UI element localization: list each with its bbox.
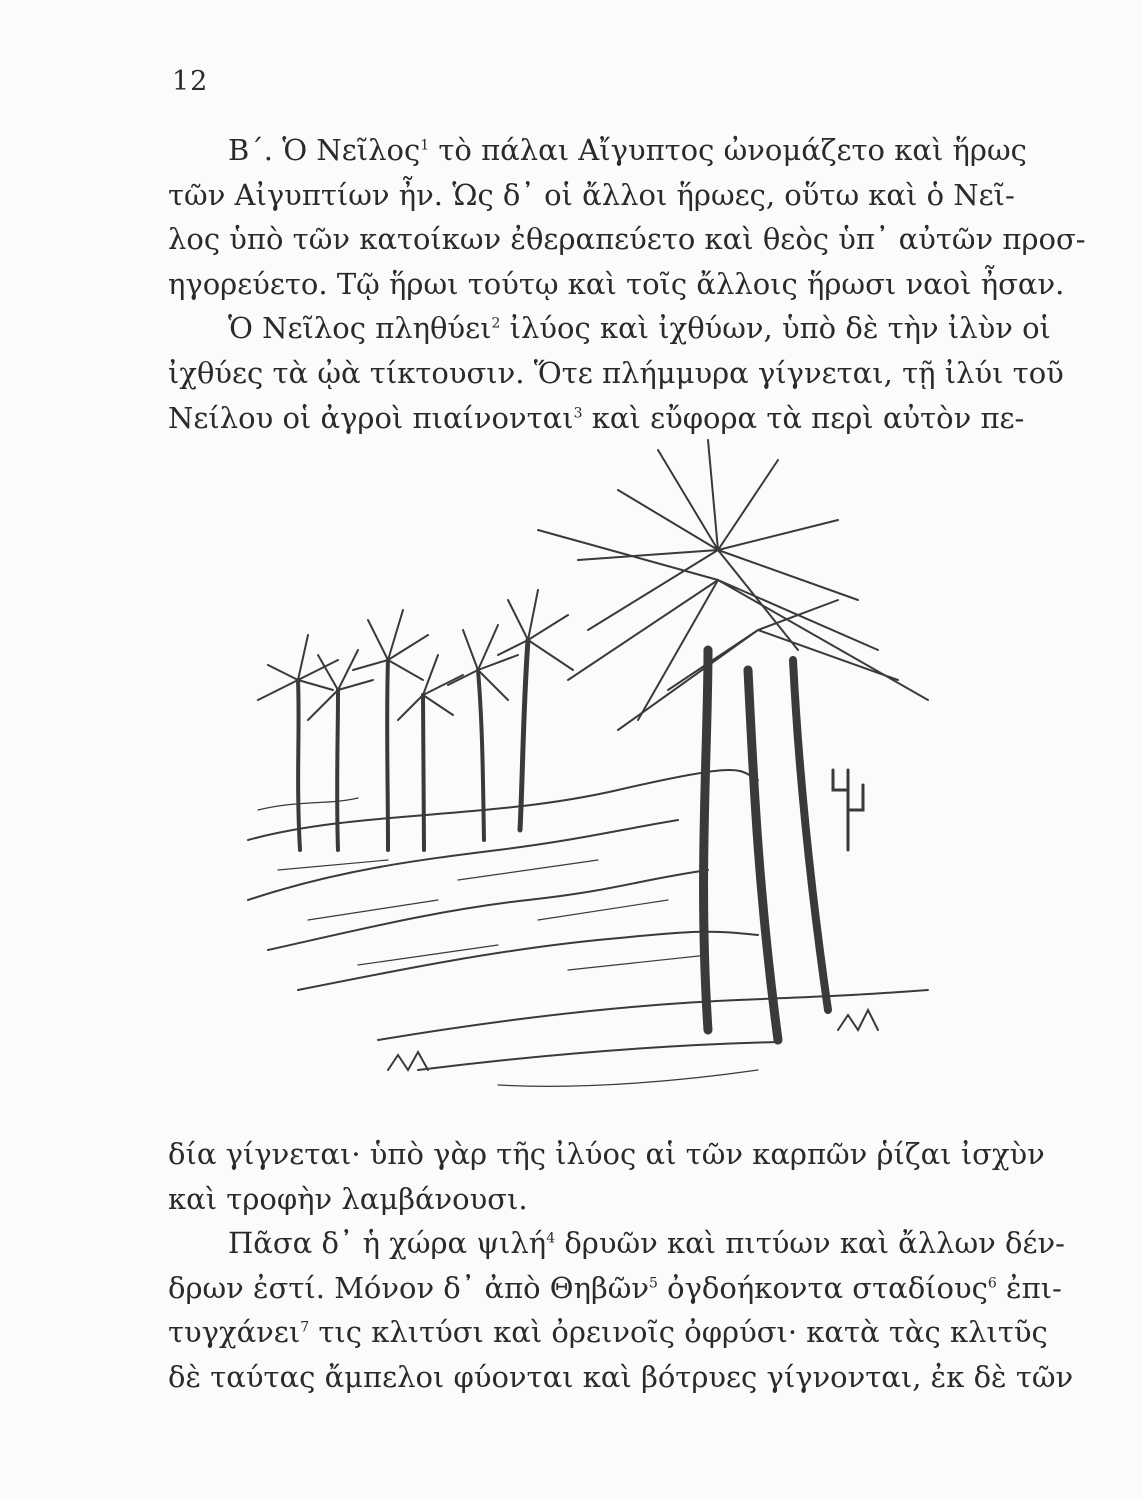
- footnote-marker[interactable]: 7: [300, 1319, 310, 1336]
- text-line: δία γίγνεται· ὑπὸ γὰρ τῆς ἰλύος αἱ τῶν καρπῶν ῥίζαι ἰσχὺν: [168, 1137, 1045, 1171]
- footnote-marker[interactable]: 1: [420, 137, 430, 154]
- footnote-marker[interactable]: 6: [987, 1275, 997, 1292]
- text-block-bottom: [168, 1132, 1074, 1400]
- page-number: 12: [172, 66, 209, 97]
- text-line: ηγορεύετο. Τῷ ἥρωι τούτῳ καὶ τοῖς ἄλλοις ἥρωσι ναοὶ ἦσαν.: [168, 266, 1065, 301]
- text-line: τῶν Αἰγυπτίων ἦν. Ὡς δ᾽ οἱ ἄλλοι ἥρωες, οὕτω καὶ ὁ Νεῖ-: [168, 177, 1015, 212]
- footnote-marker[interactable]: 5: [649, 1275, 658, 1292]
- text-line: Β΄. Ὁ Νεῖλος$^1$ τὸ πάλαι Αἴγυπτος ὠνομάζετο καὶ ἥρως: [228, 133, 1027, 167]
- section-label: Β΄.: [228, 133, 274, 167]
- text-line: Νείλου οἱ ἀγροὶ πιαίνονται$^3$ καὶ εὔφορα τὰ περὶ αὐτὸν πε-: [168, 400, 1025, 435]
- footnote-marker[interactable]: 3: [573, 404, 583, 421]
- text-line: δὲ ταύτας ἄμπελοι φύονται καὶ βότρυες γίγνονται, ἐκ δὲ τῶν: [168, 1359, 1074, 1394]
- text-block-top: [168, 128, 1086, 440]
- palm-oasis-illustration: [238, 430, 948, 1120]
- text-line: τυγχάνει$^7$ τις κλιτύσι καὶ ὀρεινοῖς ὀφρύσι· κατὰ τὰς κλιτῦς: [168, 1315, 1048, 1350]
- text-line: καὶ τροφὴν λαμβάνουσι.: [168, 1181, 528, 1216]
- footnote-marker[interactable]: 2: [491, 315, 501, 332]
- footnote-marker[interactable]: 4: [546, 1230, 556, 1247]
- text-line: Πᾶσα δ᾽ ἡ χώρα ψιλή$^4$ δρυῶν καὶ πιτύων καὶ ἄλλων δέν-: [228, 1226, 1065, 1261]
- text-line: Ὁ Νεῖλος πληθύει$^2$ ἰλύος καὶ ἰχθύων, ὑπὸ δὲ τὴν ἰλὺν οἱ: [228, 311, 1051, 346]
- text-line: λος ὑπὸ τῶν κατοίκων ἐθεραπεύετο καὶ θεὸς ὑπ᾽ αὐτῶν προσ-: [168, 222, 1086, 257]
- text-line: δρων ἐστί. Μόνον δ᾽ ἀπὸ Θηβῶν$^5$ ὀγδοήκοντα σταδίους$^6$ ἐπι-: [168, 1270, 1062, 1305]
- palm-oasis-drawing: [238, 430, 948, 1120]
- text-line: ἰχθύες τὰ ᾠὰ τίκτουσιν. Ὅτε πλήμμυρα γίγνεται, τῇ ἰλύι τοῦ: [168, 355, 1064, 390]
